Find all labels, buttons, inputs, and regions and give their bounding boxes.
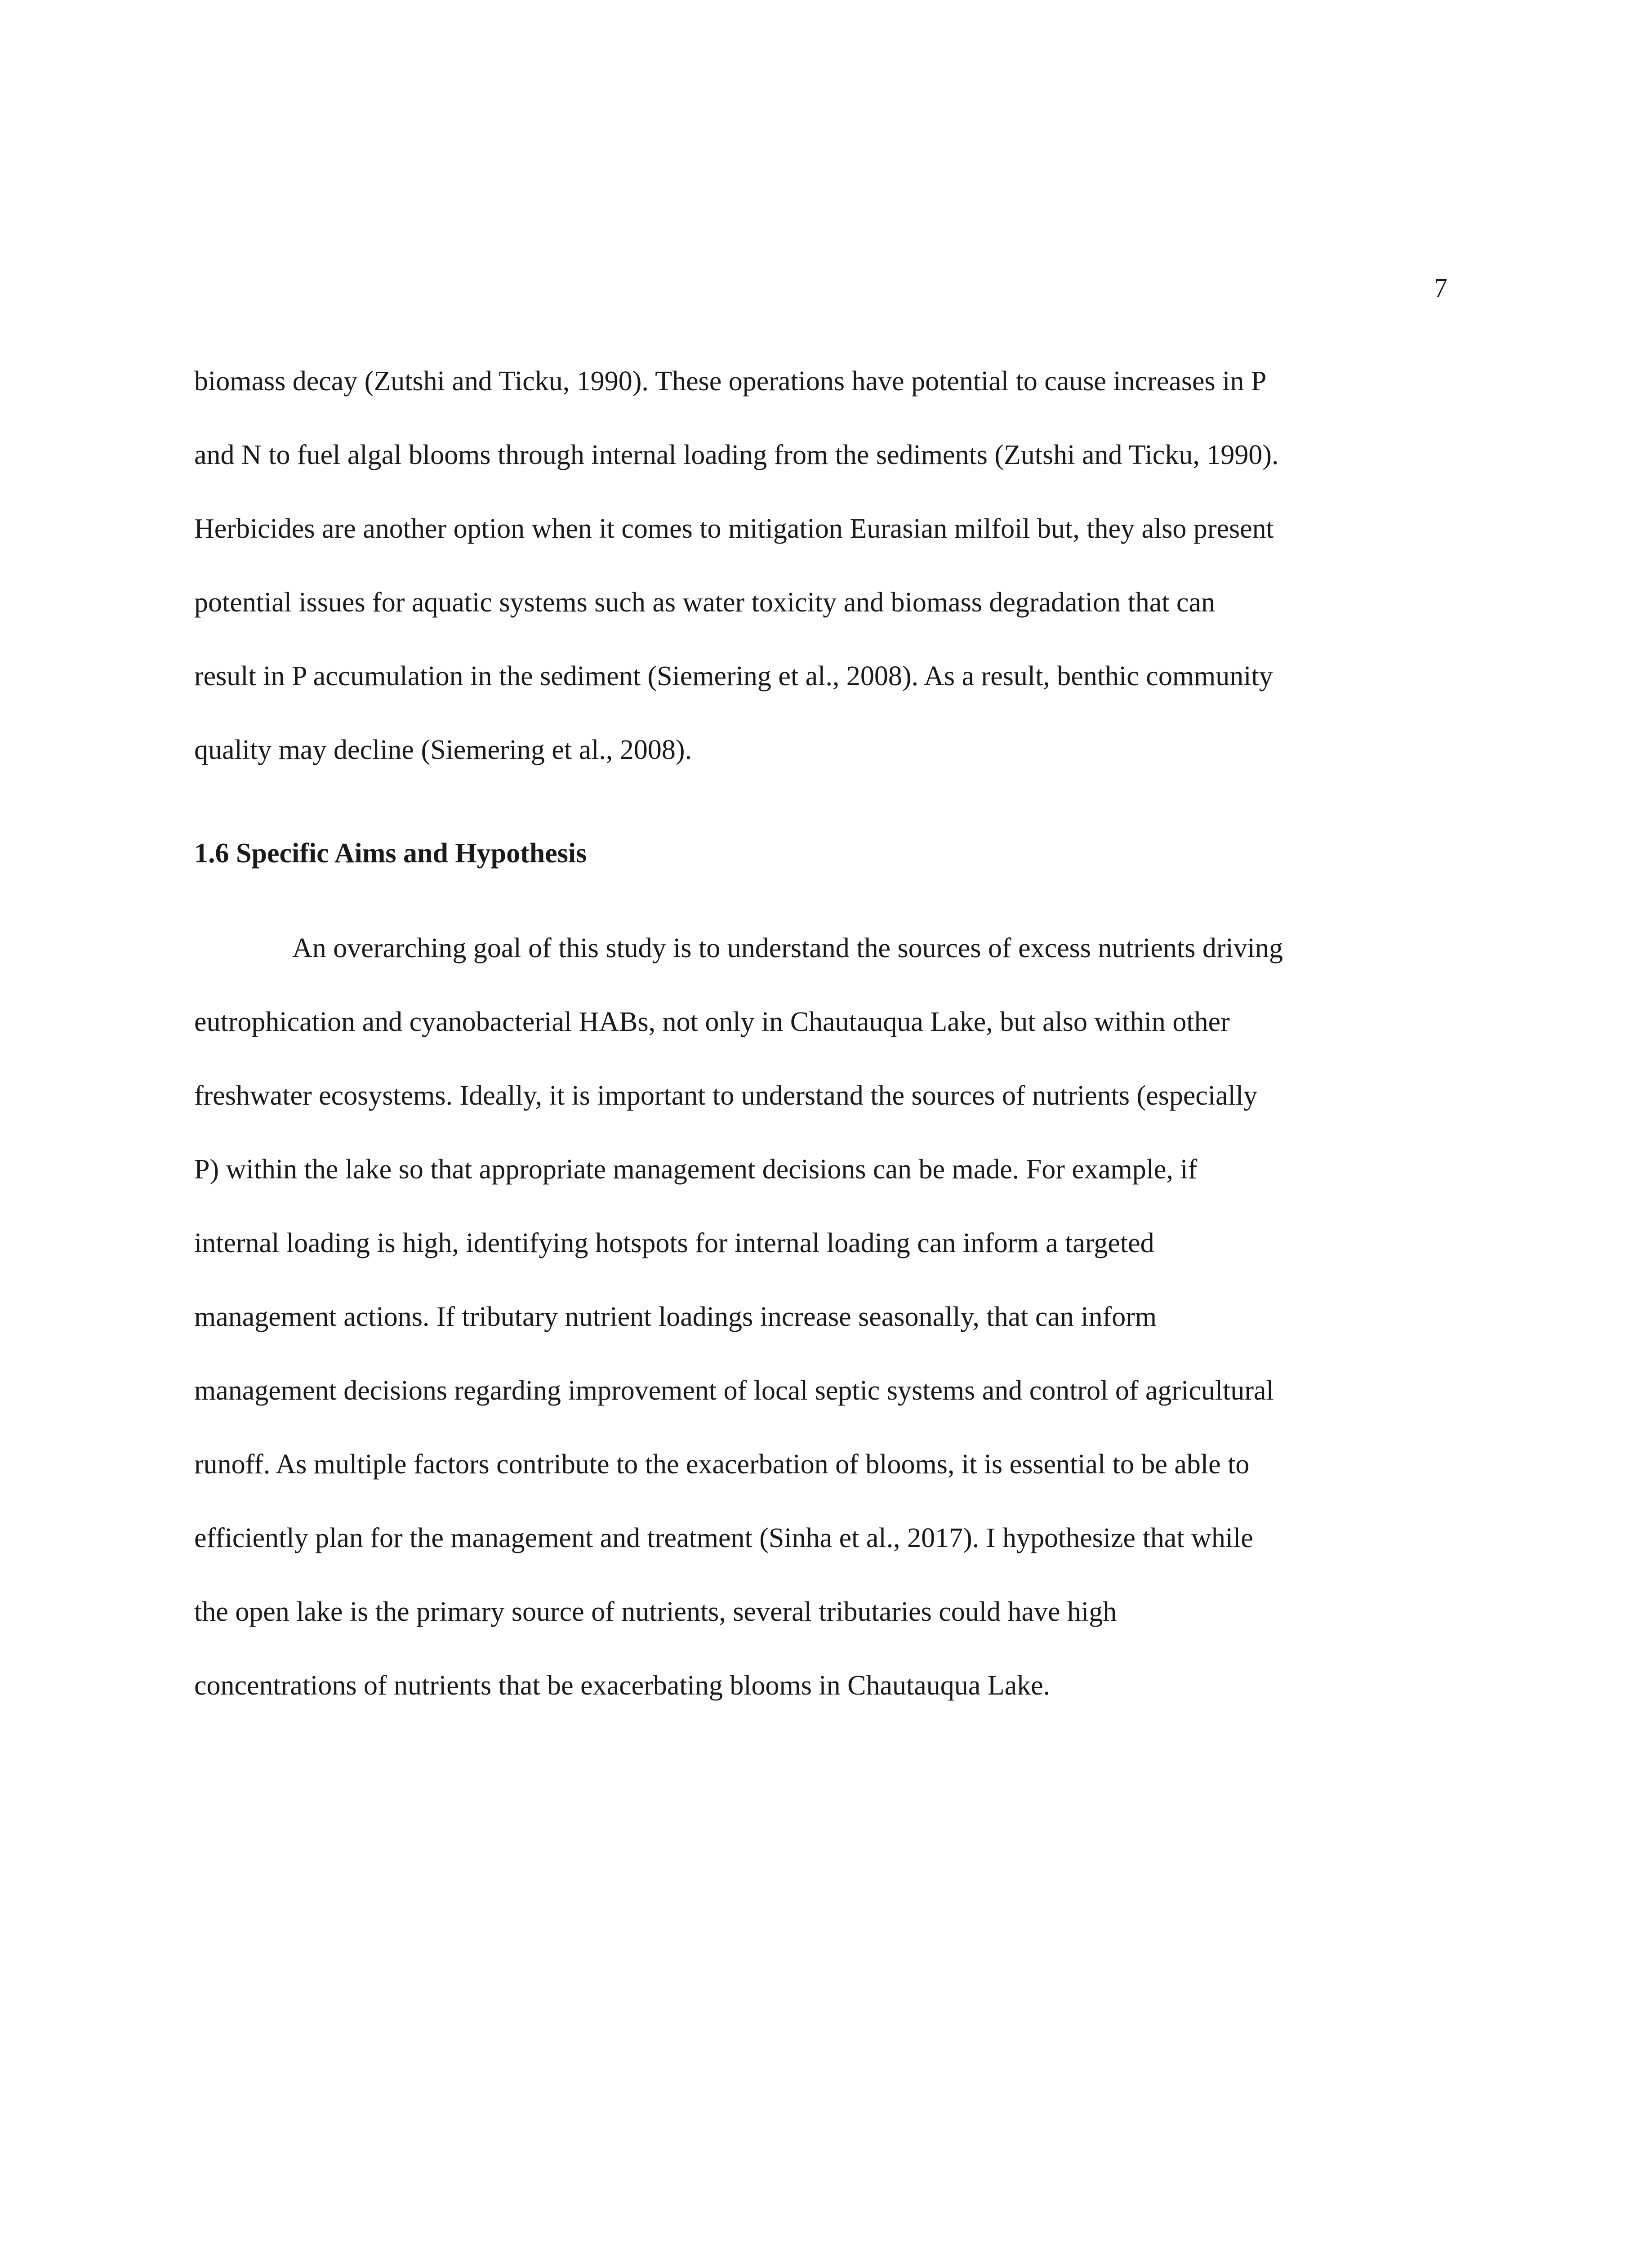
paragraph-line: internal loading is high, identifying hotspots for internal loading can inform a targeted — [194, 1228, 1154, 1258]
paragraph-line: and N to fuel algal blooms through internal loading from the sediments (Zutshi and Ticku, 1990). — [194, 440, 1279, 470]
paragraph-line: the open lake is the primary source of nutrients, several tributaries could have high — [194, 1597, 1117, 1627]
paragraph-line: Herbicides are another option when it comes to mitigation Eurasian milfoil but, they also present — [194, 513, 1274, 544]
paragraph-line: management actions. If tributary nutrient loadings increase seasonally, that can inform — [194, 1302, 1157, 1332]
paragraph-continued — [194, 367, 1457, 764]
paragraph-line: efficiently plan for the management and treatment (Sinha et al., 2017). I hypothesize that while — [194, 1523, 1253, 1553]
paragraph-line: runoff. As multiple factors contribute to the exacerbation of blooms, it is essential to be able to — [194, 1449, 1250, 1480]
paragraph-line: biomass decay (Zutshi and Ticku, 1990). These operations have potential to cause increases in P — [194, 366, 1267, 397]
paragraph-line: potential issues for aquatic systems such as water toxicity and biomass degradation that can — [194, 587, 1216, 618]
paragraph-line: eutrophication and cyanobacterial HABs, not only in Chautauqua Lake, but also within other — [194, 1007, 1230, 1037]
paragraph-aims — [194, 934, 1457, 1699]
section-heading-block — [194, 839, 1457, 867]
paragraph-line: An overarching goal of this study is to understand the sources of excess nutrients driving — [292, 933, 1283, 963]
paragraph-line: concentrations of nutrients that be exacerbating blooms in Chautauqua Lake. — [194, 1670, 1051, 1701]
paragraph-line: freshwater ecosystems. Ideally, it is important to understand the sources of nutrients (especially — [194, 1080, 1258, 1111]
paragraph-line: quality may decline (Siemering et al., 2008). — [194, 735, 692, 765]
paragraph-line: result in P accumulation in the sediment (Siemering et al., 2008). As a result, benthic community — [194, 661, 1273, 691]
page-number: 7 — [1434, 273, 1447, 303]
section-heading: 1.6 Specific Aims and Hypothesis — [194, 838, 587, 869]
paragraph-line: management decisions regarding improvement of local septic systems and control of agricultural — [194, 1375, 1274, 1406]
paragraph-line: P) within the lake so that appropriate management decisions can be made. For example, if — [194, 1154, 1198, 1185]
